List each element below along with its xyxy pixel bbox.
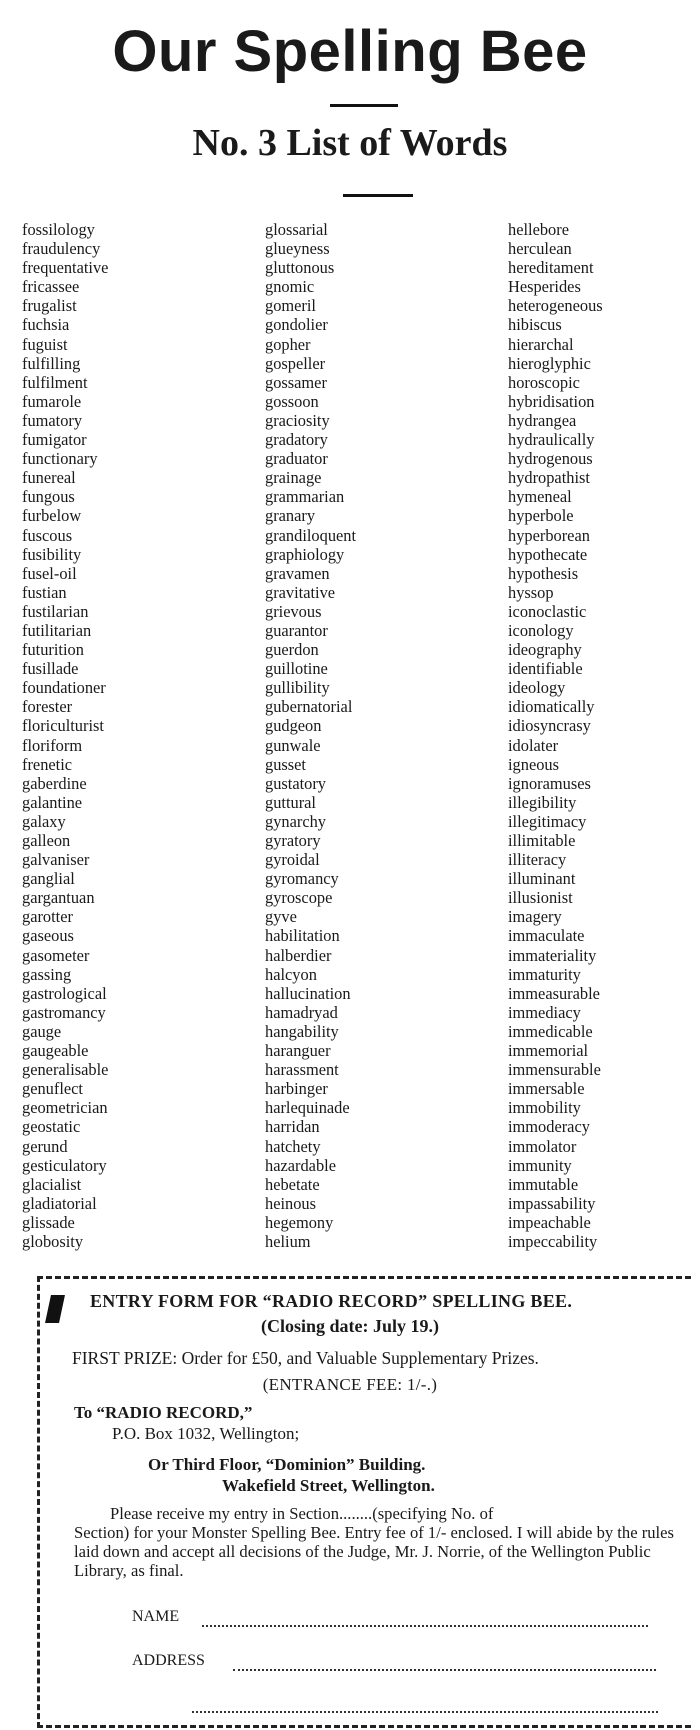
word-item: hamadryad	[265, 1002, 338, 1022]
word-item: heinous	[265, 1193, 316, 1213]
word-item: gnomic	[265, 277, 315, 297]
word-item: immedicable	[508, 1021, 593, 1041]
word-item: hellebore	[508, 220, 569, 239]
word-item: futilitarian	[22, 620, 92, 640]
word-item: identifiable	[508, 659, 583, 679]
word-item: immateriality	[508, 945, 597, 965]
subtitle-divider	[343, 194, 413, 197]
word-item: hyperborean	[508, 525, 590, 545]
word-item: gravitative	[265, 582, 336, 602]
word-item: geometrician	[22, 1098, 108, 1118]
word-item: gyroscope	[265, 888, 333, 908]
word-item: fraudulency	[22, 239, 101, 259]
word-item: harlequinade	[265, 1098, 350, 1118]
word-item: grainage	[265, 468, 322, 488]
word-item: Hesperides	[508, 277, 581, 297]
word-item: gossamer	[265, 372, 327, 392]
word-item: galantine	[22, 792, 83, 812]
word-item: graduator	[265, 449, 328, 469]
address-label: ADDRESS	[132, 1652, 205, 1669]
word-item: hatchety	[265, 1136, 321, 1156]
word-item: fusibility	[22, 544, 82, 564]
word-item: genuflect	[22, 1079, 83, 1099]
word-item: hyssop	[508, 582, 554, 602]
word-item: gauge	[22, 1021, 62, 1041]
word-item: frenetic	[22, 754, 73, 774]
word-item: glueyness	[265, 239, 330, 259]
word-item: illimitable	[508, 831, 576, 850]
word-item: gyratory	[265, 831, 321, 850]
word-item: gargantuan	[22, 888, 95, 908]
word-item: globosity	[22, 1231, 84, 1251]
word-item: fusillade	[22, 659, 79, 679]
word-item: idiomatically	[508, 697, 595, 717]
name-field[interactable]	[202, 1625, 648, 1627]
word-item: hierarchal	[508, 334, 574, 354]
word-item: glossarial	[265, 220, 328, 239]
word-item: immeasurable	[508, 983, 600, 1003]
word-item: fulfilling	[22, 353, 81, 373]
word-item: fuscous	[22, 525, 73, 545]
word-item: garotter	[22, 907, 73, 927]
word-item: gusset	[265, 754, 306, 774]
word-item: grammarian	[265, 487, 345, 507]
word-item: galaxy	[22, 811, 66, 831]
word-item: fumigator	[22, 430, 87, 450]
word-item: idiosyncrasy	[508, 716, 591, 736]
word-item: halberdier	[265, 945, 332, 965]
address-field-line2[interactable]	[192, 1711, 658, 1713]
word-item: forester	[22, 697, 73, 717]
word-item: fumarole	[22, 391, 82, 411]
street-address: Wakefield Street, Wellington.	[222, 1476, 435, 1495]
word-item: illiteracy	[508, 850, 567, 870]
word-item: guarantor	[265, 620, 328, 640]
word-item: hazardable	[265, 1155, 336, 1175]
word-item: gaugeable	[22, 1041, 89, 1061]
word-item: immensurable	[508, 1060, 601, 1080]
word-item: fustilarian	[22, 601, 89, 621]
word-item: gynarchy	[265, 811, 326, 831]
word-item: frequentative	[22, 258, 109, 278]
word-item: gaberdine	[22, 773, 87, 793]
word-item: gaseous	[22, 926, 74, 946]
word-item: habilitation	[265, 926, 340, 946]
word-item: hypothecate	[508, 544, 588, 564]
word-item: harbinger	[265, 1079, 328, 1099]
word-item: ganglial	[22, 869, 75, 889]
word-item: gyroidal	[265, 850, 320, 870]
word-item: immaturity	[508, 964, 581, 984]
word-item: gunwale	[265, 735, 321, 755]
word-item: furbelow	[22, 506, 82, 526]
word-item: hypothesis	[508, 563, 579, 583]
word-item: hegemony	[265, 1212, 334, 1232]
word-item: halcyon	[265, 964, 317, 984]
word-item: fuguist	[22, 334, 68, 354]
entrance-fee: (ENTRANCE FEE: 1/-.)	[262, 1375, 438, 1394]
word-item: fumatory	[22, 410, 83, 430]
word-item: hybridisation	[508, 391, 595, 411]
word-item: illuminant	[508, 869, 576, 889]
word-item: funereal	[22, 468, 76, 488]
word-item: gerund	[22, 1136, 68, 1156]
word-item: generalisable	[22, 1060, 109, 1080]
word-item: gasometer	[22, 945, 90, 965]
word-item: gudgeon	[265, 716, 322, 736]
word-item: hydrangea	[508, 410, 577, 430]
word-item: immaculate	[508, 926, 585, 946]
title-divider	[330, 104, 398, 107]
word-item: glissade	[22, 1212, 75, 1232]
word-item: hieroglyphic	[508, 353, 591, 373]
word-item: immutable	[508, 1174, 579, 1194]
word-item: iconoclastic	[508, 601, 587, 621]
word-item: immobility	[508, 1098, 581, 1118]
word-item: gustatory	[265, 773, 327, 793]
word-item: igneous	[508, 754, 559, 774]
word-item: heterogeneous	[508, 296, 603, 316]
word-item: floriform	[22, 735, 83, 755]
word-item: gyromancy	[265, 869, 339, 889]
form-title: ENTRY FORM FOR “RADIO RECORD” SPELLING BEE.	[90, 1291, 573, 1311]
word-item: guillotine	[265, 659, 328, 679]
word-item: hymeneal	[508, 487, 572, 507]
first-prize: FIRST PRIZE: Order for £50, and Valuable Supplementary Prizes.	[72, 1348, 539, 1368]
word-item: hereditament	[508, 258, 594, 278]
word-item: impassability	[508, 1193, 596, 1213]
word-item: fuchsia	[22, 315, 70, 335]
word-item: harridan	[265, 1117, 320, 1137]
word-item: hyperbole	[508, 506, 574, 526]
word-item: floriculturist	[22, 716, 104, 736]
word-column-2	[265, 220, 356, 1251]
word-item: immediacy	[508, 1002, 581, 1022]
word-item: gastromancy	[22, 1002, 106, 1022]
word-item: harassment	[265, 1060, 339, 1080]
word-item: gondolier	[265, 315, 328, 335]
word-item: geostatic	[22, 1117, 81, 1137]
word-item: hangability	[265, 1021, 339, 1041]
word-item: gomeril	[265, 296, 316, 316]
word-item: impeachable	[508, 1212, 591, 1232]
word-item: immersable	[508, 1079, 585, 1099]
word-item: fossilology	[22, 220, 95, 239]
word-item: gyve	[265, 907, 297, 927]
page-title: Our Spelling Bee	[112, 19, 588, 84]
entry-statement-rest: Section) for your Monster Spelling Bee. Entry fee of 1/- enclosed. I will abide by the rules laid down and accept all decisions of the Judge, Mr. J. Norrie, of the Wellington Public Library, as final.	[74, 1523, 674, 1580]
word-item: immunity	[508, 1155, 572, 1175]
word-item: immolator	[508, 1136, 577, 1156]
entry-statement-line1: Please receive my entry in Section........(specifying No. of	[110, 1504, 494, 1523]
word-item: imagery	[508, 907, 562, 927]
word-item: ideology	[508, 678, 566, 698]
word-item: ideography	[508, 640, 582, 660]
word-item: gullibility	[265, 678, 330, 698]
word-item: glacialist	[22, 1174, 82, 1194]
po-box: P.O. Box 1032, Wellington;	[112, 1424, 300, 1443]
word-item: galvaniser	[22, 850, 90, 870]
word-item: graphiology	[265, 544, 345, 564]
word-column-3	[508, 220, 603, 1251]
word-item: hydropathist	[508, 468, 590, 488]
word-item: herculean	[508, 239, 572, 259]
word-item: fusel-oil	[22, 563, 77, 583]
word-item: graciosity	[265, 410, 330, 430]
word-item: immemorial	[508, 1041, 589, 1061]
word-item: fulfilment	[22, 372, 88, 392]
word-item: illusionist	[508, 888, 573, 908]
word-item: futurition	[22, 640, 84, 660]
word-item: hydraulically	[508, 430, 595, 450]
word-item: gladiatorial	[22, 1193, 97, 1213]
word-item: fustian	[22, 582, 67, 602]
word-item: hebetate	[265, 1174, 320, 1194]
word-item: iconology	[508, 620, 574, 640]
word-item: fungous	[22, 487, 75, 507]
word-item: hibiscus	[508, 315, 562, 335]
word-item: helium	[265, 1231, 311, 1251]
word-item: immoderacy	[508, 1117, 590, 1137]
address-field[interactable]	[233, 1669, 656, 1671]
word-item: hallucination	[265, 983, 351, 1003]
word-item: gluttonous	[265, 258, 335, 278]
word-item: frugalist	[22, 296, 77, 316]
word-item: gopher	[265, 334, 311, 354]
word-item: galleon	[22, 831, 71, 850]
word-item: hydrogenous	[508, 449, 593, 469]
word-item: functionary	[22, 449, 98, 469]
word-item: illegibility	[508, 792, 577, 812]
word-item: gossoon	[265, 391, 319, 411]
address-to: To “RADIO RECORD,”	[74, 1403, 253, 1422]
word-item: gospeller	[265, 353, 326, 373]
name-label: NAME	[132, 1608, 180, 1625]
word-item: illegitimacy	[508, 811, 587, 831]
entry-statement	[74, 1504, 688, 1580]
word-item: gastrological	[22, 983, 107, 1003]
word-item: grievous	[265, 601, 322, 621]
word-item: gassing	[22, 964, 72, 984]
word-item: guttural	[265, 792, 316, 812]
closing-date: (Closing date: July 19.)	[260, 1316, 439, 1336]
word-item: granary	[265, 506, 316, 526]
alt-address: Or Third Floor, “Dominion” Building.	[148, 1455, 426, 1474]
word-item: gesticulatory	[22, 1155, 107, 1175]
word-item: foundationer	[22, 678, 106, 698]
word-item: gravamen	[265, 563, 330, 583]
word-column-1	[22, 220, 108, 1251]
word-item: grandiloquent	[265, 525, 357, 545]
word-item: guerdon	[265, 640, 319, 660]
word-item: fricassee	[22, 277, 80, 297]
entry-form	[37, 1276, 691, 1728]
word-item: ignoramuses	[508, 773, 591, 793]
word-item: gubernatorial	[265, 697, 353, 717]
word-item: gradatory	[265, 430, 328, 450]
list-subtitle: No. 3 List of Words	[192, 122, 508, 164]
word-item: haranguer	[265, 1041, 331, 1061]
word-item: impeccability	[508, 1231, 598, 1251]
word-item: idolater	[508, 735, 559, 755]
word-item: horoscopic	[508, 372, 580, 392]
